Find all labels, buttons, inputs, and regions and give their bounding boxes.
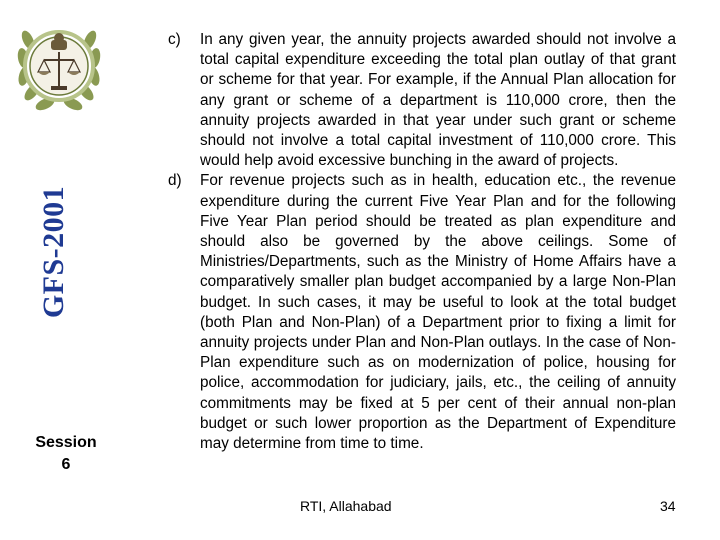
list-item [168,171,676,454]
item-text: For revenue projects such as in health, education etc., the revenue expenditure during the current Five Year Plan and for the following Five Year Plan period should be treated as plan expenditure and should also be governed by the above ceilings. Some of Ministries/Departments, such as the Ministry of Home Affairs have a comparatively smaller plan budget accompanied by a large Non-Plan budget. In such cases, it may be useful to look at the total budget (both Plan and Non-Plan) of a Department prior to fixing a limit for annuity projects under Plan and Non-Plan outlays. In the case of Non-Plan expenditure such as on modernization of police, housing for police, accommodation for judiciary, jails, etc., the ceiling of annuity commitments may be fixed at 5 per cent of their annual non-plan budget or such lower proportion as the Department of Expenditure may determine from time to time. [200,172,676,453]
page-number: 34 [660,498,676,514]
footer-source: RTI, Allahabad [300,498,392,514]
sidebar-title: GFS-2001 [37,185,70,319]
item-marker: c) [168,31,181,48]
session-label [24,432,108,476]
item-marker: d) [168,172,182,190]
emblem-logo [14,10,104,116]
session-label-text: Session [35,434,97,451]
list-item [168,30,676,171]
session-number: 6 [61,456,71,473]
item-text: In any given year, the annuity projects awarded should not involve a total capital expenditure exceeding the total plan outlay of that grant or scheme for that year. For example, if the Annual Plan allocation for any grant or scheme of a department is 110,000 crore, then the annuity projects awarded in that year under such grant or scheme should not involve a total capital investment of 110,000 crore. This would help avoid excessive bunching in the award of projects. [200,31,676,170]
content-body [168,30,676,454]
